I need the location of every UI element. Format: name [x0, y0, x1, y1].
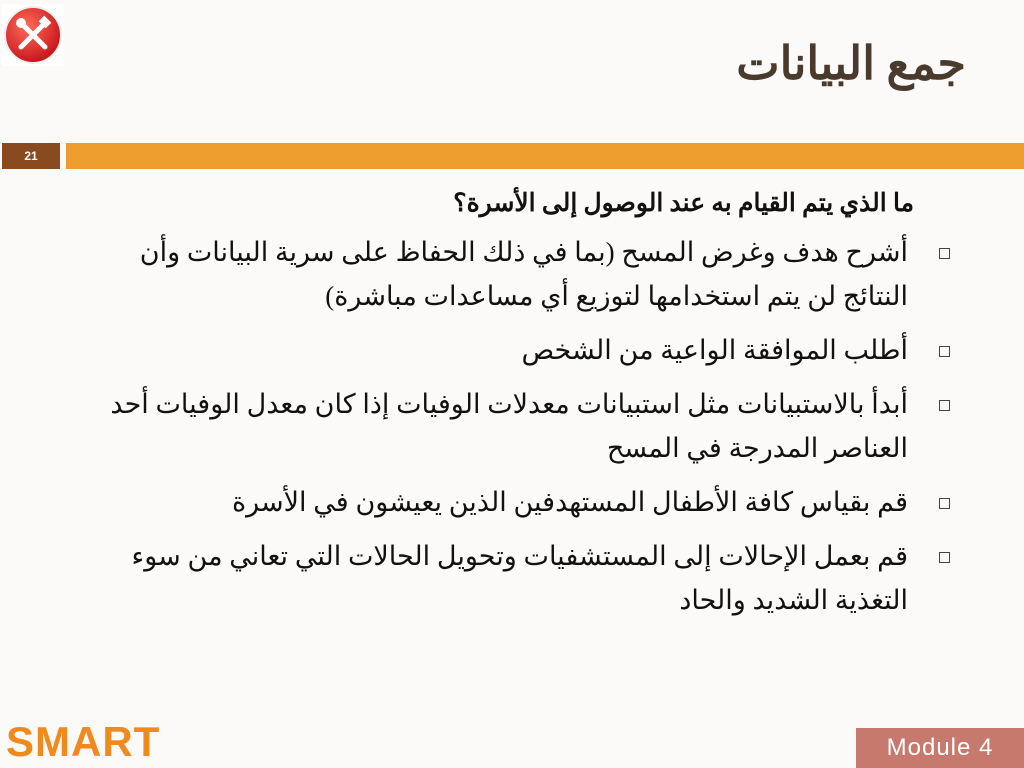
accent-bar — [66, 143, 1024, 169]
slide-title: جمع البيانات — [736, 38, 966, 89]
module-label: Module 4 — [856, 728, 1024, 768]
bullet-text: قم بقياس كافة الأطفال المستهدفين الذين يعيشون في الأسرة — [231, 487, 908, 517]
square-bullet-icon — [939, 346, 950, 357]
square-bullet-icon — [939, 552, 950, 563]
smart-logo: SMART — [6, 718, 161, 765]
bullet-item — [80, 480, 914, 524]
square-bullet-icon — [939, 400, 950, 411]
bullet-text: أشرح هدف وغرض المسح (بما في ذلك الحفاظ على سرية البيانات وأن النتائج لن يتم استخدامها لتوزيع أي مساعدات مباشرة) — [139, 237, 908, 311]
tools-badge-icon — [2, 4, 64, 66]
square-bullet-icon — [939, 248, 950, 259]
bullet-list — [80, 230, 914, 622]
content-heading: ما الذي يتم القيام به عند الوصول إلى الأسرة؟ — [453, 190, 914, 217]
bullet-item — [80, 382, 914, 470]
slide-content — [80, 188, 914, 632]
bullet-text: أبدأ بالاستبيانات مثل استبيانات معدلات الوفيات إذا كان معدل الوفيات أحد العناصر المدرجة في المسح — [110, 389, 908, 463]
bullet-text: أطلب الموافقة الواعية من الشخص — [521, 335, 908, 365]
bullet-item — [80, 230, 914, 318]
square-bullet-icon — [939, 498, 950, 509]
bullet-item — [80, 534, 914, 622]
bullet-text: قم بعمل الإحالات إلى المستشفيات وتحويل الحالات التي تعاني من سوء التغذية الشديد والحاد — [131, 541, 908, 615]
bullet-item — [80, 328, 914, 372]
page-number: 21 — [2, 143, 60, 169]
